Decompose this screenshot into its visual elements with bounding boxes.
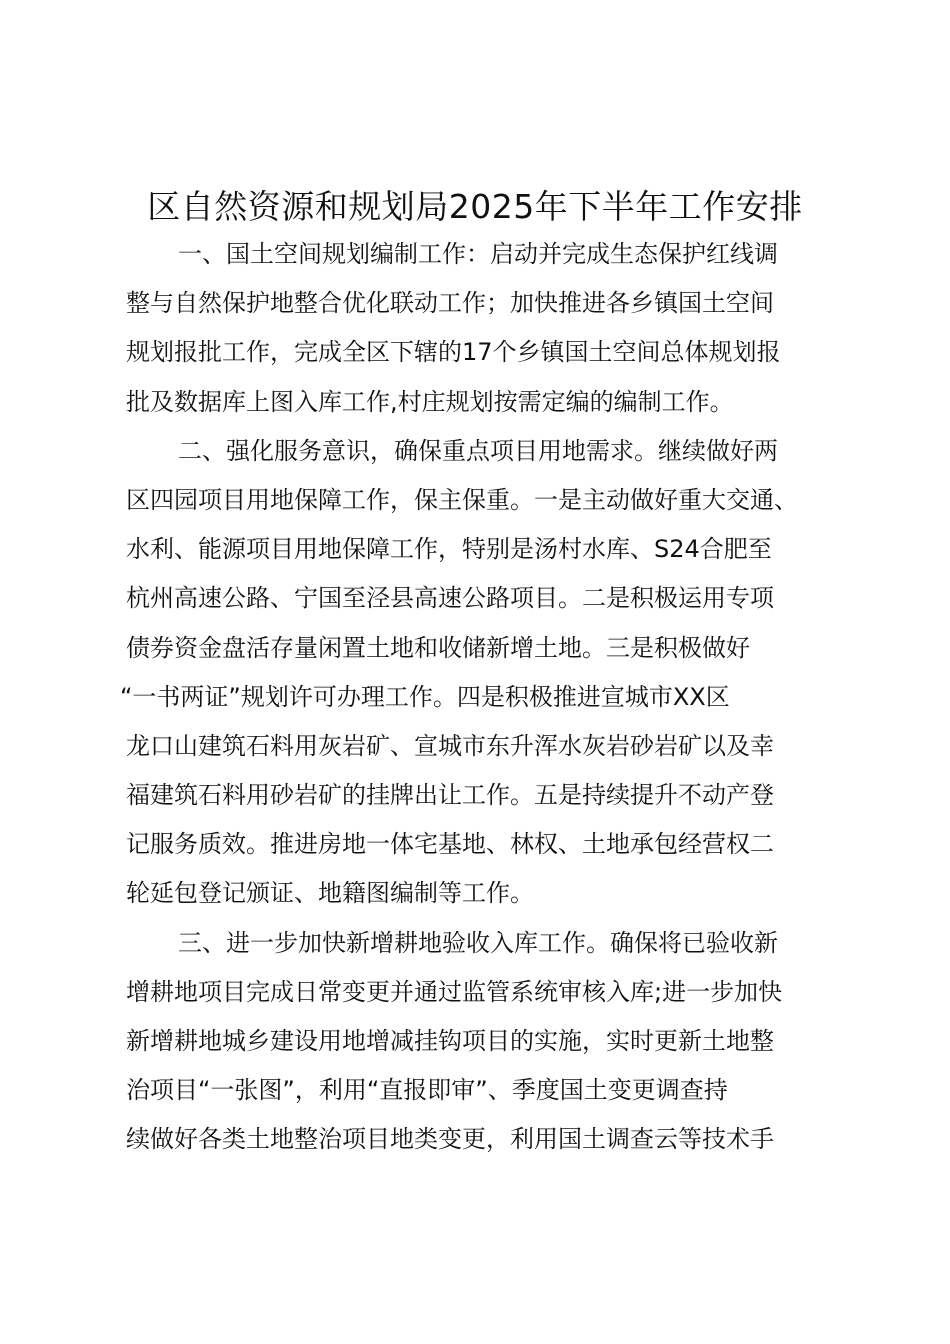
paragraph-line: 续做好各类土地整治项目地类变更，利用国土调查云等技术手 [126,1125,774,1154]
paragraph-line: 增耕地项目完成日常变更并通过监管系统审核入库;进一步加快 [126,977,783,1006]
document-body [120,230,846,1165]
paragraph-farmland [126,919,846,1165]
paragraph-service [120,427,846,919]
paragraph-line: 水利、能源项目用地保障工作，特别是汤村水库、S24合肥至 [126,535,772,564]
paragraph-line: 龙口山建筑石料用灰岩矿、宣城市东升浑水灰岩砂岩矿以及幸 [126,731,774,760]
paragraph-line: “一书两证”规划许可办理工作。四是积极推进宣城市XX区 [120,682,730,711]
paragraph-line: 福建筑石料用砂岩矿的挂牌出让工作。五是持续提升不动产登 [126,781,774,810]
paragraph-line: 三、进一步加快新增耕地验收入库工作。确保将已验收新 [178,928,778,957]
paragraph-line: 债券资金盘活存量闲置土地和收储新增土地。三是积极做好 [126,633,750,662]
paragraph-line: 记服务质效。推进房地一体宅基地、林权、土地承包经营权二 [126,830,774,859]
paragraph-line: 区四园项目用地保障工作，保主保重。一是主动做好重大交通、 [126,485,798,514]
paragraph-line: 治项目“一张图”，利用“直报即审”、季度国土变更调查持 [126,1076,728,1105]
paragraph-line: 轮延包登记颁证、地籍图编制等工作。 [126,879,534,908]
paragraph-line: 二、强化服务意识，确保重点项目用地需求。继续做好两 [178,436,778,465]
paragraph-planning [126,230,846,427]
paragraph-line: 新增耕地城乡建设用地增减挂钩项目的实施，实时更新土地整 [126,1027,774,1055]
paragraph-line: 批及数据库上图入库工作,村庄规划按需定编的编制工作。 [126,387,734,416]
paragraph-line: 一、国土空间规划编制工作：启动并完成生态保护红线调 [178,240,778,268]
paragraph-line: 整与自然保护地整合优化联动工作；加快推进各乡镇国土空间 [126,289,774,318]
document-title: 区自然资源和规划局2025年下半年工作安排 [147,187,803,226]
paragraph-line: 杭州高速公路、宁国至泾县高速公路项目。二是积极运用专项 [126,584,774,613]
paragraph-line: 规划报批工作，完成全区下辖的17个乡镇国土空间总体规划报 [126,338,781,367]
